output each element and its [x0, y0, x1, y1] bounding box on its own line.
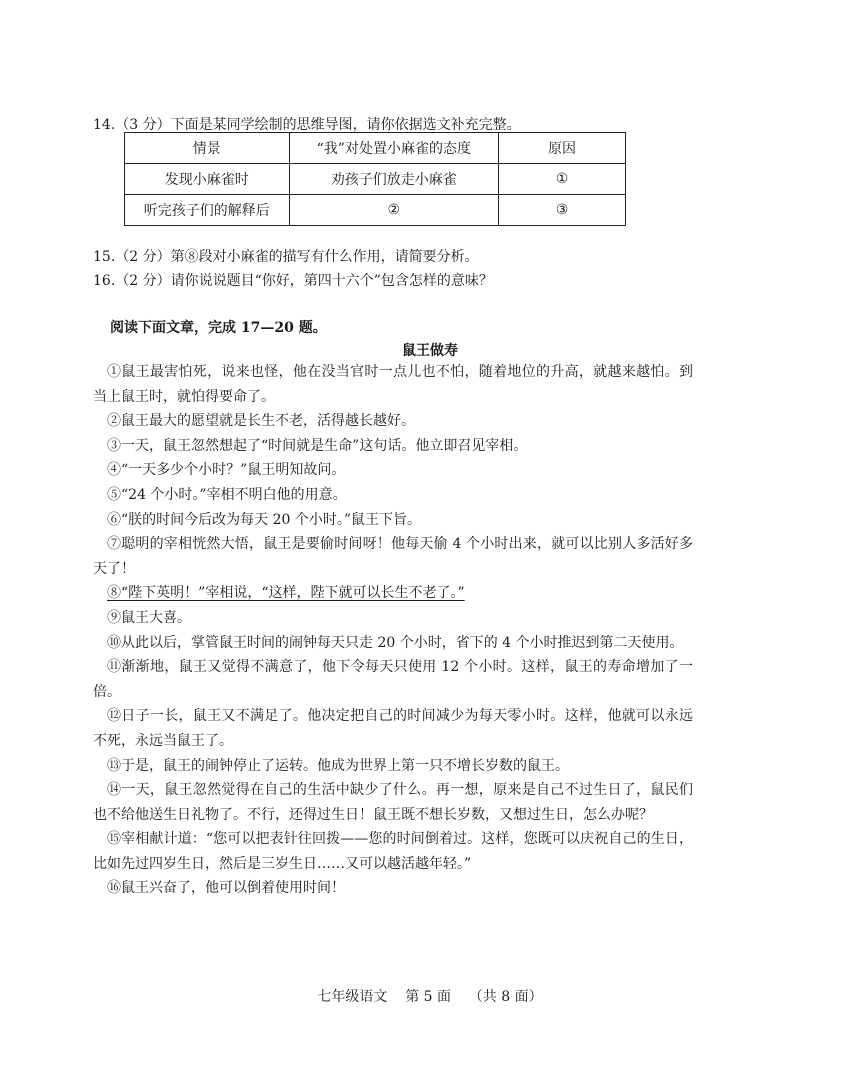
- question-15: 15.（2 分）第⑧段对小麻雀的描写有什么作用，请简要分析。: [93, 249, 479, 265]
- paragraph-16: ⑯鼠王兴奋了，他可以倒着使用时间！: [107, 880, 345, 897]
- blank-2-cell[interactable]: ②: [289, 195, 498, 226]
- paragraph-6: ⑥“朕的时间今后改为每天 20 个小时。”鼠王下旨。: [107, 511, 422, 528]
- blank-3-cell[interactable]: ③: [499, 195, 626, 226]
- header-scene: 情景: [125, 133, 290, 164]
- table-row: [125, 195, 626, 226]
- paragraph-4: ④“一天多少个小时？”鼠王明知故问。: [107, 462, 346, 479]
- paragraph-10: ⑩从此以后，掌管鼠王时间的闹钟每天只走 20 个小时，省下的 4 个小时推迟到第二天使用。: [107, 634, 684, 651]
- paragraph-5: ⑤“24 个小时。”宰相不明白他的用意。: [107, 486, 347, 503]
- header-attitude: “我”对处置小麻雀的态度: [289, 133, 498, 164]
- question-14: 14.（3 分）下面是某同学绘制的思维导图，请你依据选文补充完整。: [93, 117, 521, 133]
- paragraph-1: ①鼠王最害怕死，说来也怪，他在没当官时一点儿也不怕，随着地位的升高，就越来越怕。到当上鼠王时，就怕得要命了。: [93, 364, 693, 405]
- paragraph-2: ②鼠王最大的愿望就是长生不老，活得越长越好。: [107, 413, 415, 430]
- header-reason: 原因: [499, 133, 626, 164]
- paragraph-3: ③一天，鼠王忽然想起了“时间就是生命”这句话。他立即召见宰相。: [107, 437, 528, 454]
- table-cell: 发现小麻雀时: [125, 164, 290, 195]
- table-cell: 劝孩子们放走小麻雀: [289, 164, 498, 195]
- table-header-row: [125, 133, 626, 164]
- paragraph-7: ⑦聪明的宰相恍然大悟，鼠王是要偷时间呀！他每天偷 4 个小时出来，就可以比别人多活好多天了！: [93, 536, 693, 577]
- page-footer: 七年级语文 第 5 面 （共 8 面）: [317, 989, 543, 1005]
- mind-map-table: [124, 132, 626, 226]
- paragraph-13: ⑬于是，鼠王的闹钟停止了运转。他成为世界上第一只不增长岁数的鼠王。: [107, 757, 569, 774]
- paragraph-8-underlined: [93, 581, 693, 606]
- paragraph-12: ⑫日子一长，鼠王又不满足了。他决定把自己的时间减少为每天零小时。这样，他就可以永远不死，永远当鼠王了。: [93, 708, 693, 749]
- paragraph-15: ⑮宰相献计道：“您可以把表针往回拨——您的时间倒着过。这样，您既可以庆祝自己的生日，比如先过四岁生日，然后是三岁生日……又可以越活越年轻。”: [93, 831, 693, 872]
- table-cell: 听完孩子们的解释后: [125, 195, 290, 226]
- underlined-sentence: ⑧“陛下英明！”宰相说，“这样，陛下就可以长生不老了。”: [107, 585, 465, 602]
- reading-instruction: 阅读下面文章，完成 17—20 题。: [110, 320, 327, 336]
- table-row: [125, 164, 626, 195]
- paragraph-11: ⑪渐渐地，鼠王又觉得不满意了，他下令每天只使用 12 个小时。这样，鼠王的寿命增加了一倍。: [93, 659, 693, 700]
- blank-1-cell[interactable]: ①: [499, 164, 626, 195]
- article-body: [93, 360, 693, 901]
- paragraph-9: ⑨鼠王大喜。: [107, 609, 191, 626]
- question-16: 16.（2 分）请你说说题目“你好，第四十六个”包含怎样的意味？: [93, 273, 493, 289]
- paragraph-14: ⑭一天，鼠王忽然觉得在自己的生活中缺少了什么。再一想，原来是自己不过生日了，鼠民们也不给他送生日礼物了。不行，还得过生日！鼠王既不想长岁数，又想过生日，怎么办呢？: [93, 782, 693, 823]
- article-title: 鼠王做寿: [402, 343, 458, 359]
